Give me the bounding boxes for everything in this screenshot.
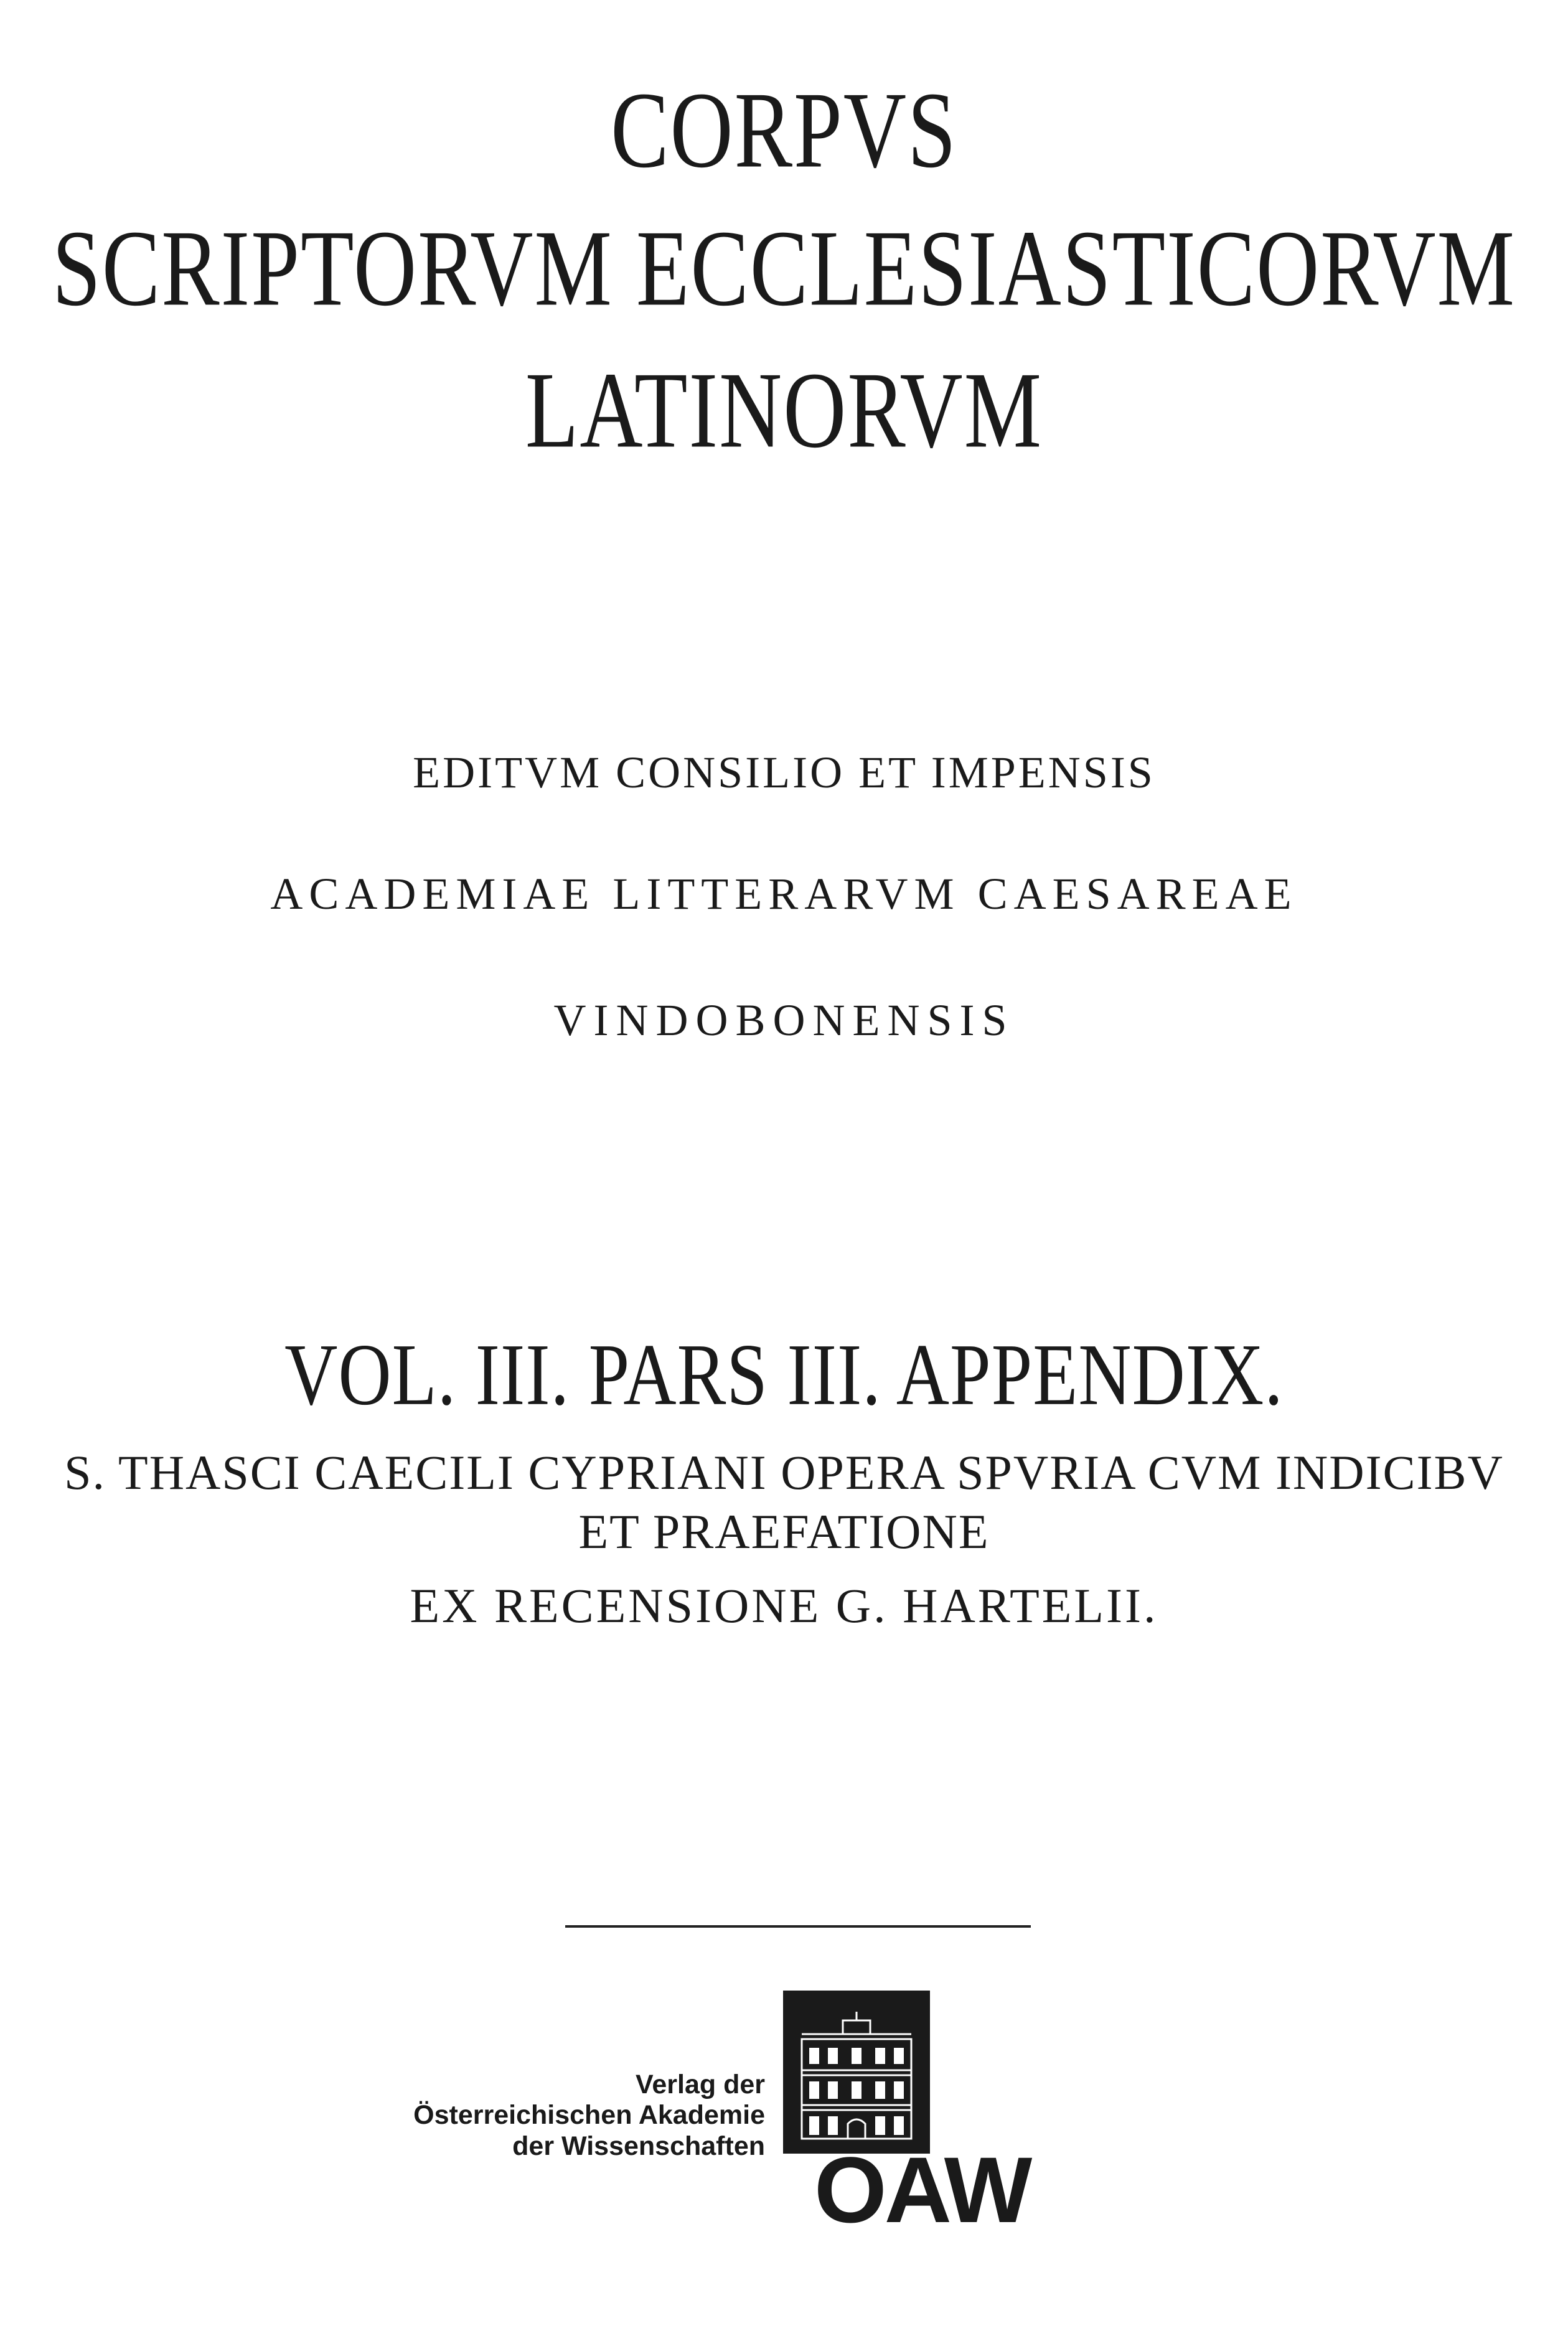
volume-editor: EX RECENSIONE G. HARTELII. xyxy=(410,1578,1158,1633)
edited-line-3: VINDOBONENSIS xyxy=(553,995,1015,1045)
title-line-3: LATINORVM xyxy=(525,350,1043,471)
publisher-line-3: der Wissenschaften xyxy=(512,2131,765,2161)
volume-subtitle-2: ET PRAEFATIONE xyxy=(578,1504,990,1559)
edited-line-1: EDITVM CONSILIO ET IMPENSIS xyxy=(413,748,1155,797)
publisher-name xyxy=(413,2070,765,2162)
title-line-2: SCRIPTORVM ECCLESIASTICORVM xyxy=(52,208,1516,329)
volume-heading: VOL. III. PARS III. APPENDIX. xyxy=(284,1325,1284,1424)
edited-line-2: ACADEMIAE LITTERARVM CAESAREAE xyxy=(270,869,1298,919)
building-icon xyxy=(783,1991,930,2154)
volume-subtitle-1: S. THASCI CAECILI CYPRIANI OPERA SPVRIA CVM INDICIBV xyxy=(64,1445,1504,1499)
horizontal-divider xyxy=(565,1925,1031,1928)
academy-building-logo xyxy=(783,1991,930,2154)
publisher-line-1: Verlag der xyxy=(636,2070,765,2099)
oaw-logo: OAW xyxy=(814,2137,1030,2242)
title-line-1: CORPVS xyxy=(611,70,957,191)
publisher-line-2: Österreichischen Akademie xyxy=(413,2100,765,2131)
